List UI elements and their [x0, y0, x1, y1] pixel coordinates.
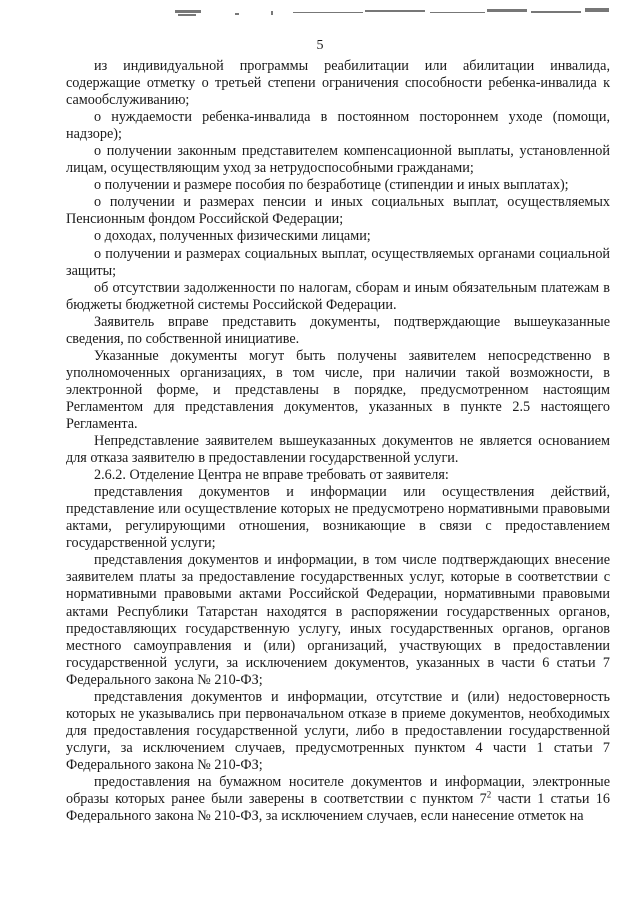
page-number: 5 — [316, 38, 324, 53]
paragraph: об отсутствии задолженности по налогам, сборам и иным обязательным платежам в бюджеты бюджетной системы Российской Федерации. — [66, 279, 610, 313]
paragraph: представления документов и информации, в том числе подтверждающих внесение заявителем платы за предоставление государственных услуг, которые в соответствии с нормативными правовыми актами Российской Федерации, нормативными правовыми актами Республики Татарстан находятся в распоряжении государственных органов, предоставляющих государственную услугу, иных государственных органов, органов местного самоуправления и (или) организаций, участвующих в предоставлении государственной услуги, за исключением документов, указанных в части 6 статьи 7 Федерального закона № 210-ФЗ; — [66, 552, 610, 688]
paragraph: о получении и размерах пенсии и иных социальных выплат, осуществляемых Пенсионным фондом Российской Федерации; — [66, 194, 610, 228]
paragraph: Указанные документы могут быть получены заявителем непосредственно в уполномоченных организациях, в том числе, при наличии такой возможности, в электронной форме, и представлены в порядке, предусмотренном настоящим Регламентом для представления документов, указанных в пункте 2.5 настоящего Регламента. — [66, 347, 610, 432]
superscript: 2 — [486, 789, 492, 800]
paragraph: о получении и размерах социальных выплат, осуществляемых органами социальной защиты; — [66, 245, 610, 279]
paragraph: Заявитель вправе представить документы, подтверждающие вышеуказанные сведения, по собственной инициативе. — [66, 313, 610, 347]
paragraph: Непредставление заявителем вышеуказанных документов не является основанием для отказа заявителю в предоставлении государственной услуги. — [66, 433, 610, 467]
paragraph: о доходах, полученных физическими лицами; — [94, 228, 371, 245]
paragraph: о получении и размере пособия по безработице (стипендии и иных выплатах); — [94, 177, 569, 194]
document-body — [66, 58, 610, 825]
paragraph: о получении законным представителем компенсационной выплаты, установленной лицам, осуществляющим уход за нетрудоспособными гражданами; — [66, 143, 610, 177]
section-heading: 2.6.2. Отделение Центра не вправе требовать от заявителя: — [94, 467, 449, 484]
paragraph-text: предоставления на бумажном носителе документов и информации, электронные образы которых ранее были заверены в соответствии с пунктом 7 — [66, 773, 610, 808]
paragraph-text: части 1 статьи 16 Федерального закона № 210-ФЗ, за исключением случаев, если нанесение отметок на — [66, 791, 610, 825]
paragraph-last — [66, 774, 610, 825]
paragraph: представления документов и информации, отсутствие и (или) недостоверность которых не указывались при первоначальном отказе в приеме документов, необходимых для предоставления государственной услуги, либо в предоставлении государственной услуги, за исключением случаев, предусмотренных пунктом 4 части 1 статьи 7 Федерального закона № 210-ФЗ; — [66, 688, 610, 773]
paragraph: о нуждаемости ребенка-инвалида в постоянном постороннем уходе (помощи, надзоре); — [66, 109, 610, 143]
paragraph: из индивидуальной программы реабилитации или абилитации инвалида, содержащие отметку о третьей степени ограничения способности ребенка-инвалида к самообслуживанию; — [66, 58, 610, 109]
paragraph: представления документов и информации или осуществления действий, представление или осуществление которых не предусмотрено нормативными правовыми актами, регулирующими отношения, возникающие в связи с предоставлением государственной услуги; — [66, 484, 610, 552]
scan-artifact — [175, 4, 615, 22]
